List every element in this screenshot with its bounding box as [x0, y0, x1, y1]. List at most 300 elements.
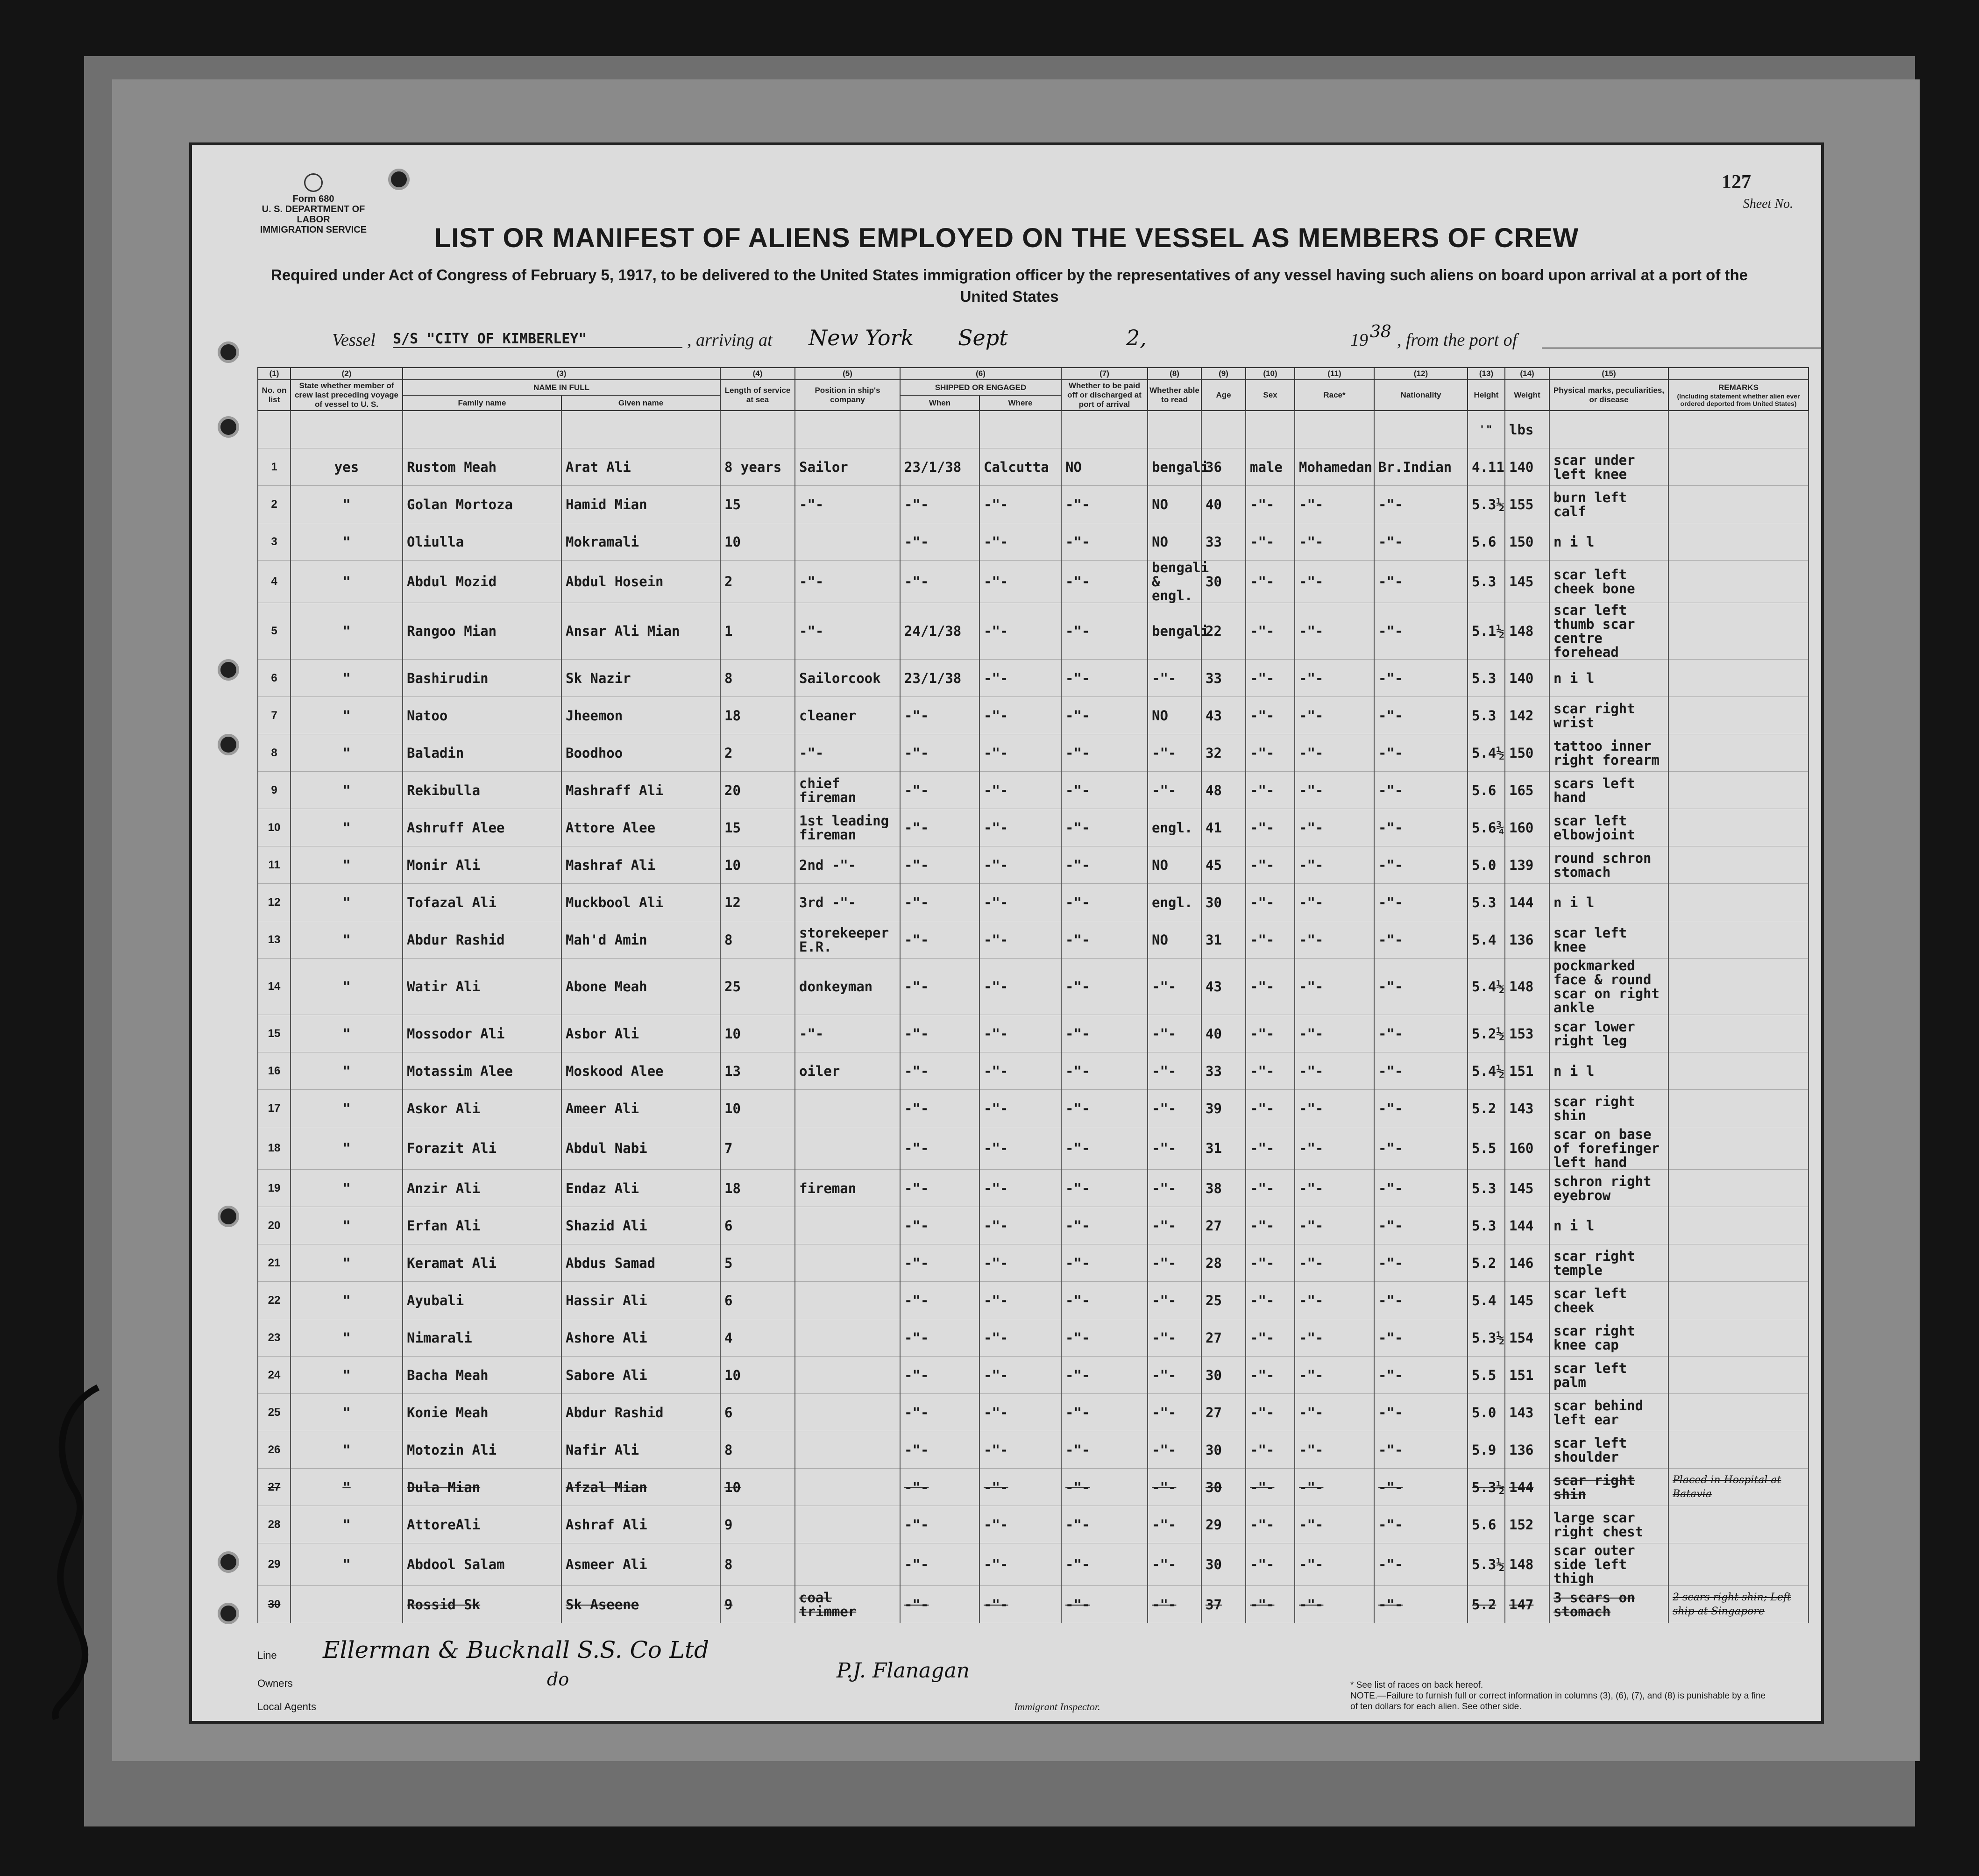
ship-position: chief fireman [795, 772, 900, 809]
family-name: Bacha Meah [403, 1357, 561, 1394]
height: 5.3½ [1468, 486, 1505, 523]
sex: -"- [1246, 523, 1295, 561]
age: 36 [1201, 448, 1246, 486]
race: -"- [1295, 1394, 1374, 1431]
weight: 148 [1505, 603, 1549, 660]
remarks-cell [1668, 1127, 1809, 1170]
col-num-13: (13) [1468, 368, 1505, 380]
given-name: Ansar Ali Mian [561, 603, 720, 660]
row-number: 20 [258, 1207, 291, 1244]
height: 5.2 [1468, 1244, 1505, 1282]
able-to-read: -"- [1148, 772, 1201, 809]
sheet-label: Sheet No. [1743, 197, 1793, 211]
shipped-where: -"- [979, 772, 1061, 809]
given-name: Mashraf Ali [561, 846, 720, 884]
ship-position [795, 1244, 900, 1282]
remarks-cell [1668, 448, 1809, 486]
service-length: 1 [720, 603, 795, 660]
age: 29 [1201, 1506, 1246, 1543]
row-number: 11 [258, 846, 291, 884]
col-num-4: (4) [720, 368, 795, 380]
age: 38 [1201, 1170, 1246, 1207]
height: 5.6 [1468, 1506, 1505, 1543]
family-name: Mossodor Ali [403, 1015, 561, 1052]
sex: -"- [1246, 1170, 1295, 1207]
able-to-read: bengali [1148, 448, 1201, 486]
able-to-read: -"- [1148, 959, 1201, 1015]
shipped-when: 23/1/38 [900, 448, 979, 486]
paid-off: -"- [1061, 697, 1148, 734]
remarks-cell: 2 scars right shin; Left ship at Singapore [1668, 1586, 1809, 1623]
crew-row [258, 660, 1809, 697]
crew-row [258, 1469, 1809, 1506]
seal-icon [304, 173, 323, 192]
shipped-when: -"- [900, 1052, 979, 1090]
physical-marks: scar left knee [1549, 921, 1668, 959]
sex: -"- [1246, 884, 1295, 921]
crew-row [258, 772, 1809, 809]
able-to-read: -"- [1148, 1506, 1201, 1543]
service-length: 2 [720, 734, 795, 772]
shipped-when: 24/1/38 [900, 603, 979, 660]
crew-row [258, 959, 1809, 1015]
height: 5.4½ [1468, 734, 1505, 772]
shipped-where: -"- [979, 921, 1061, 959]
nationality: -"- [1374, 1543, 1468, 1586]
family-name: Oliulla [403, 523, 561, 561]
crew-row [258, 1431, 1809, 1469]
department-name: U. S. DEPARTMENT OF LABOR [262, 204, 365, 225]
given-name: Moskood Alee [561, 1052, 720, 1090]
height: 5.2 [1468, 1586, 1505, 1623]
col-num-2: (2) [291, 368, 403, 380]
remarks-cell [1668, 1207, 1809, 1244]
family-name: Dula Mian [403, 1469, 561, 1506]
row-number: 25 [258, 1394, 291, 1431]
header-name: NAME IN FULL [403, 380, 720, 395]
header-family: Family name [403, 395, 561, 411]
remarks-cell [1668, 921, 1809, 959]
weight: 151 [1505, 1357, 1549, 1394]
paid-off: -"- [1061, 486, 1148, 523]
inspector-signature: P.J. Flanagan [837, 1659, 970, 1683]
row-number: 26 [258, 1431, 291, 1469]
sex: -"- [1246, 1282, 1295, 1319]
shipped-where: -"- [979, 1394, 1061, 1431]
punch-hole [388, 169, 410, 190]
height: 5.3½ [1468, 1469, 1505, 1506]
crew-row [258, 1394, 1809, 1431]
weight: 142 [1505, 697, 1549, 734]
paid-off: -"- [1061, 1052, 1148, 1090]
able-to-read: -"- [1148, 1207, 1201, 1244]
line-label: Line [257, 1649, 277, 1661]
race: -"- [1295, 486, 1374, 523]
state-cell: " [291, 1506, 403, 1543]
ship-position: cleaner [795, 697, 900, 734]
age: 43 [1201, 697, 1246, 734]
weight: 143 [1505, 1090, 1549, 1127]
weight: 140 [1505, 660, 1549, 697]
remarks-cell [1668, 734, 1809, 772]
shipped-where: -"- [979, 1127, 1061, 1170]
age: 48 [1201, 772, 1246, 809]
able-to-read: engl. [1148, 809, 1201, 846]
line-value: Ellerman & Bucknall S.S. Co Ltd [323, 1636, 709, 1663]
shipped-where: Calcutta [979, 448, 1061, 486]
ship-position: 1st leading fireman [795, 809, 900, 846]
header-where: Where [979, 395, 1061, 411]
weight: 136 [1505, 921, 1549, 959]
crew-row [258, 1170, 1809, 1207]
crew-row [258, 448, 1809, 486]
weight: 160 [1505, 809, 1549, 846]
row-number: 12 [258, 884, 291, 921]
nationality: -"- [1374, 1469, 1468, 1506]
row-number: 9 [258, 772, 291, 809]
vessel-line [332, 322, 1827, 353]
shipped-where: -"- [979, 1170, 1061, 1207]
height: 5.3 [1468, 1170, 1505, 1207]
ship-position [795, 1394, 900, 1431]
physical-marks: n i l [1549, 1207, 1668, 1244]
ship-position: coal trimmer [795, 1586, 900, 1623]
header-remarks-title: REMARKS [1718, 383, 1759, 392]
nationality: -"- [1374, 1394, 1468, 1431]
service-length: 6 [720, 1394, 795, 1431]
family-name: Motassim Alee [403, 1052, 561, 1090]
sex: -"- [1246, 1357, 1295, 1394]
given-name: Sk Aseene [561, 1586, 720, 1623]
remarks-cell [1668, 1090, 1809, 1127]
state-cell: " [291, 1207, 403, 1244]
age: 31 [1201, 921, 1246, 959]
able-to-read: -"- [1148, 1282, 1201, 1319]
service-length: 10 [720, 1357, 795, 1394]
given-name: Boodhoo [561, 734, 720, 772]
remarks-cell: Placed in Hospital at Batavia [1668, 1469, 1809, 1506]
shipped-when: -"- [900, 1282, 979, 1319]
header-remarks [1668, 380, 1809, 411]
header-shipped: SHIPPED OR ENGAGED [900, 380, 1061, 395]
race: -"- [1295, 846, 1374, 884]
race: -"- [1295, 1469, 1374, 1506]
col-num-11: (11) [1295, 368, 1374, 380]
race: -"- [1295, 959, 1374, 1015]
weight-unit: lbs [1505, 411, 1549, 448]
given-name: Hamid Mian [561, 486, 720, 523]
nationality: -"- [1374, 1244, 1468, 1282]
remarks-cell [1668, 660, 1809, 697]
crew-row [258, 486, 1809, 523]
state-cell: " [291, 1394, 403, 1431]
sex: -"- [1246, 1394, 1295, 1431]
crew-row [258, 1127, 1809, 1170]
family-name: Golan Mortoza [403, 486, 561, 523]
shipped-where: -"- [979, 603, 1061, 660]
row-number: 2 [258, 486, 291, 523]
sex: -"- [1246, 1127, 1295, 1170]
race: -"- [1295, 1015, 1374, 1052]
age: 37 [1201, 1586, 1246, 1623]
header-nationality: Nationality [1374, 380, 1468, 411]
paid-off: -"- [1061, 1431, 1148, 1469]
given-name: Ameer Ali [561, 1090, 720, 1127]
row-number: 10 [258, 809, 291, 846]
ship-position: -"- [795, 486, 900, 523]
race: -"- [1295, 1090, 1374, 1127]
paid-off: -"- [1061, 809, 1148, 846]
sex: -"- [1246, 1431, 1295, 1469]
shipped-when: -"- [900, 1394, 979, 1431]
weight: 154 [1505, 1319, 1549, 1357]
header-sex: Sex [1246, 380, 1295, 411]
row-number: 22 [258, 1282, 291, 1319]
race: -"- [1295, 660, 1374, 697]
paid-off: -"- [1061, 1170, 1148, 1207]
given-name: Abdul Hosein [561, 561, 720, 603]
able-to-read: NO [1148, 921, 1201, 959]
given-name: Endaz Ali [561, 1170, 720, 1207]
paid-off: -"- [1061, 1543, 1148, 1586]
nationality: -"- [1374, 846, 1468, 884]
able-to-read: NO [1148, 846, 1201, 884]
crew-row [258, 1357, 1809, 1394]
shipped-where: -"- [979, 660, 1061, 697]
ship-position: -"- [795, 561, 900, 603]
col-num-14: (14) [1505, 368, 1549, 380]
crew-row [258, 561, 1809, 603]
family-name: Rekibulla [403, 772, 561, 809]
ship-position [795, 523, 900, 561]
physical-marks: scar right temple [1549, 1244, 1668, 1282]
ship-position [795, 1090, 900, 1127]
header-weight: Weight [1505, 380, 1549, 411]
remarks-cell [1668, 1357, 1809, 1394]
weight: 148 [1505, 959, 1549, 1015]
shipped-when: -"- [900, 1586, 979, 1623]
shipped-when: -"- [900, 734, 979, 772]
state-cell: " [291, 846, 403, 884]
family-name: Natoo [403, 697, 561, 734]
nationality: -"- [1374, 884, 1468, 921]
paid-off: -"- [1061, 1127, 1148, 1170]
height: 5.0 [1468, 1394, 1505, 1431]
given-name: Asbor Ali [561, 1015, 720, 1052]
height: 5.1½ [1468, 603, 1505, 660]
paid-off: -"- [1061, 846, 1148, 884]
age: 30 [1201, 884, 1246, 921]
header-age: Age [1201, 380, 1246, 411]
given-name: Sabore Ali [561, 1357, 720, 1394]
owners-label: Owners [257, 1677, 293, 1689]
sex: -"- [1246, 1506, 1295, 1543]
punch-hole [218, 1551, 239, 1573]
row-number: 15 [258, 1015, 291, 1052]
ship-position: -"- [795, 603, 900, 660]
nationality: -"- [1374, 1127, 1468, 1170]
shipped-when: -"- [900, 1207, 979, 1244]
nationality: Br.Indian [1374, 448, 1468, 486]
given-name: Jheemon [561, 697, 720, 734]
form-number: Form 680 [292, 194, 334, 204]
weight: 144 [1505, 1469, 1549, 1506]
family-name: Forazit Ali [403, 1127, 561, 1170]
ink-doodle [42, 1378, 112, 1724]
able-to-read: bengali & engl. [1148, 561, 1201, 603]
col-num-3: (3) [403, 368, 720, 380]
race: -"- [1295, 772, 1374, 809]
service-length: 6 [720, 1207, 795, 1244]
header-height: Height [1468, 380, 1505, 411]
height-unit: ' " [1468, 411, 1505, 448]
shipped-where: -"- [979, 959, 1061, 1015]
given-name: Abdus Samad [561, 1244, 720, 1282]
state-cell: " [291, 1431, 403, 1469]
state-cell: " [291, 809, 403, 846]
weight: 145 [1505, 1282, 1549, 1319]
crew-row [258, 603, 1809, 660]
race: -"- [1295, 1282, 1374, 1319]
height: 5.4 [1468, 921, 1505, 959]
height: 5.5 [1468, 1127, 1505, 1170]
family-name: Rustom Meah [403, 448, 561, 486]
col-num-10: (10) [1246, 368, 1295, 380]
sex: -"- [1246, 846, 1295, 884]
header-when: When [900, 395, 979, 411]
family-name: Baladin [403, 734, 561, 772]
weight: 152 [1505, 1506, 1549, 1543]
shipped-where: -"- [979, 1244, 1061, 1282]
family-name: Rossid Sk [403, 1586, 561, 1623]
height: 5.3 [1468, 1207, 1505, 1244]
shipped-when: -"- [900, 846, 979, 884]
age: 45 [1201, 846, 1246, 884]
physical-marks: scar left elbowjoint [1549, 809, 1668, 846]
punch-hole [218, 1603, 239, 1624]
state-cell [291, 1586, 403, 1623]
remarks-cell [1668, 1170, 1809, 1207]
weight: 139 [1505, 846, 1549, 884]
ship-position: Sailorcook [795, 660, 900, 697]
state-cell: " [291, 1170, 403, 1207]
paid-off: -"- [1061, 1469, 1148, 1506]
header-no: No. on list [258, 380, 291, 411]
height: 5.2 [1468, 1090, 1505, 1127]
sex: -"- [1246, 809, 1295, 846]
service-length: 25 [720, 959, 795, 1015]
height: 5.3 [1468, 561, 1505, 603]
weight: 144 [1505, 1207, 1549, 1244]
shipped-when: -"- [900, 1090, 979, 1127]
nationality: -"- [1374, 1319, 1468, 1357]
year-prefix: 19 [1350, 330, 1368, 350]
height: 5.6 [1468, 772, 1505, 809]
physical-marks: pockmarked face & round scar on right ankle [1549, 959, 1668, 1015]
remarks-cell [1668, 1015, 1809, 1052]
vessel-label: Vessel [332, 330, 376, 350]
nationality: -"- [1374, 1357, 1468, 1394]
crew-row [258, 921, 1809, 959]
row-number: 28 [258, 1506, 291, 1543]
remarks-cell [1668, 1543, 1809, 1586]
physical-marks: n i l [1549, 1052, 1668, 1090]
row-number: 6 [258, 660, 291, 697]
service-length: 13 [720, 1052, 795, 1090]
able-to-read: NO [1148, 486, 1201, 523]
header-marks: Physical marks, peculiarities, or disease [1549, 380, 1668, 411]
paid-off: -"- [1061, 1282, 1148, 1319]
race: -"- [1295, 603, 1374, 660]
race: -"- [1295, 1357, 1374, 1394]
shipped-where: -"- [979, 1586, 1061, 1623]
nationality: -"- [1374, 1431, 1468, 1469]
ship-position: 3rd -"- [795, 884, 900, 921]
shipped-where: -"- [979, 734, 1061, 772]
remarks-cell [1668, 1394, 1809, 1431]
family-name: Konie Meah [403, 1394, 561, 1431]
crew-row [258, 846, 1809, 884]
service-length: 7 [720, 1127, 795, 1170]
state-cell: " [291, 772, 403, 809]
physical-marks: round schron stomach [1549, 846, 1668, 884]
col-num-5: (5) [795, 368, 900, 380]
paid-off: -"- [1061, 959, 1148, 1015]
height: 5.0 [1468, 846, 1505, 884]
age: 27 [1201, 1319, 1246, 1357]
sex: -"- [1246, 1543, 1295, 1586]
sex: -"- [1246, 1090, 1295, 1127]
physical-marks: scar right knee cap [1549, 1319, 1668, 1357]
state-cell: " [291, 660, 403, 697]
shipped-where: -"- [979, 523, 1061, 561]
nationality: -"- [1374, 772, 1468, 809]
state-cell: " [291, 1015, 403, 1052]
state-cell: " [291, 1543, 403, 1586]
race: -"- [1295, 734, 1374, 772]
nationality: -"- [1374, 1506, 1468, 1543]
physical-marks: scar under left knee [1549, 448, 1668, 486]
from-label: , from the port of [1397, 330, 1518, 350]
service-length: 5 [720, 1244, 795, 1282]
paid-off: -"- [1061, 772, 1148, 809]
weight: 150 [1505, 734, 1549, 772]
sex: -"- [1246, 603, 1295, 660]
given-name: Arat Ali [561, 448, 720, 486]
crew-row [258, 1282, 1809, 1319]
weight: 140 [1505, 448, 1549, 486]
able-to-read: -"- [1148, 1244, 1201, 1282]
shipped-where: -"- [979, 697, 1061, 734]
state-cell: " [291, 1469, 403, 1506]
service-length: 8 [720, 1543, 795, 1586]
ship-position [795, 1319, 900, 1357]
shipped-where: -"- [979, 809, 1061, 846]
service-length: 8 [720, 1431, 795, 1469]
race: -"- [1295, 1127, 1374, 1170]
able-to-read: -"- [1148, 660, 1201, 697]
shipped-where: -"- [979, 1469, 1061, 1506]
weight: 145 [1505, 1170, 1549, 1207]
shipped-where: -"- [979, 1090, 1061, 1127]
paid-off: -"- [1061, 1506, 1148, 1543]
shipped-when: -"- [900, 1469, 979, 1506]
service-length: 6 [720, 1282, 795, 1319]
header-paid: Whether to be paid off or discharged at port of arrival [1061, 380, 1148, 411]
service-length: 8 years [720, 448, 795, 486]
nationality: -"- [1374, 809, 1468, 846]
shipped-when: -"- [900, 1319, 979, 1357]
